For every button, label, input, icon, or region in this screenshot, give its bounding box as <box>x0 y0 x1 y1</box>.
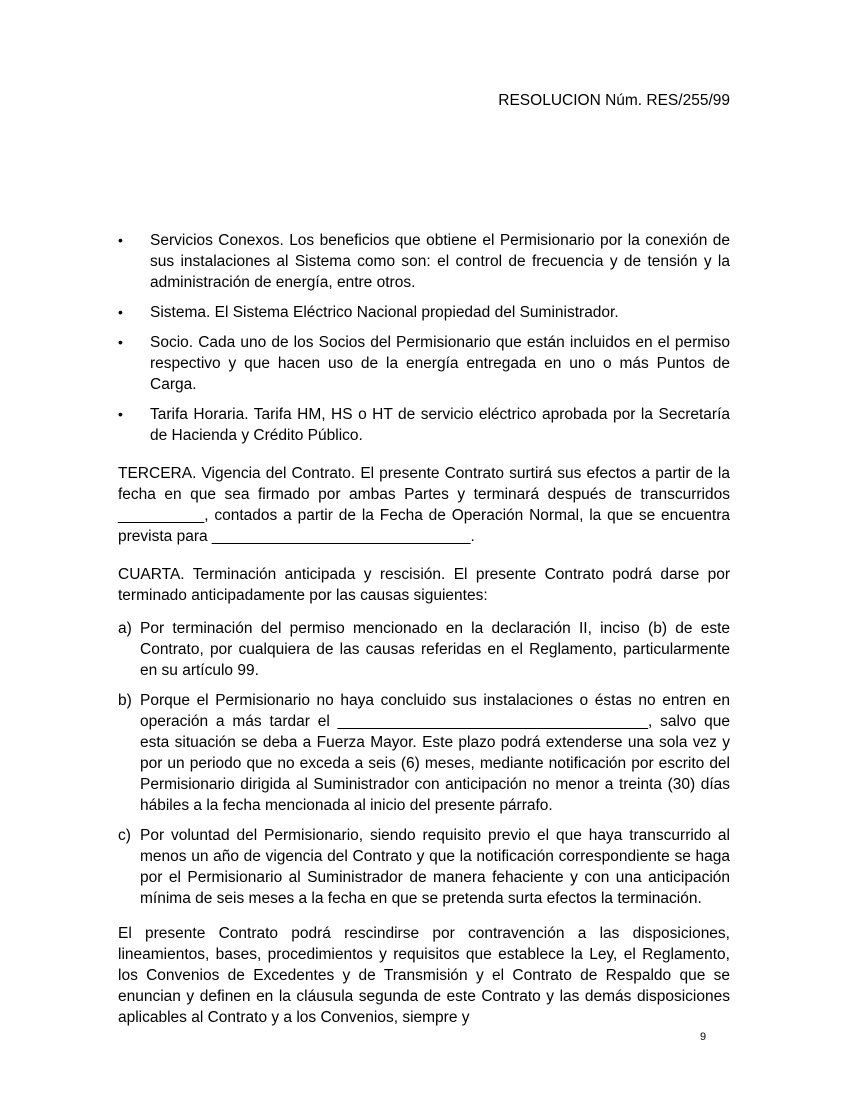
termination-causes-list <box>118 618 730 909</box>
item-marker-c: c) <box>118 827 131 844</box>
list-item <box>118 690 730 816</box>
list-item <box>118 332 730 395</box>
bullet-icon: • <box>118 406 123 422</box>
closing-paragraph: El presente Contrato podrá rescindirse por contravención a las disposiciones, lineamientos, bases, procedimientos y requisitos que establece la Ley, el Reglamento, los Convenios de Excedentes y de Transmisión y el Contrato de Respaldo que se enuncian y definen en la cláusula segunda de este Contrato y las demás disposiciones aplicables al Contrato y a los Convenios, siempre y <box>118 925 730 1026</box>
definition-tarifa-horaria: Tarifa Horaria. Tarifa HM, HS o HT de servicio eléctrico aprobada por la Secretaría de Hacienda y Crédito Público. <box>150 406 730 444</box>
clause-tercera: TERCERA. Vigencia del Contrato. El presente Contrato surtirá sus efectos a partir de la fecha en que sea firmado por ambas Partes y terminará después de transcurridos __________, contados a partir de la Fecha de Operación Normal, la que se encuentra prevista para ______________________________. <box>118 465 730 545</box>
list-item <box>118 230 730 293</box>
list-item <box>118 825 730 909</box>
list-item <box>118 302 730 323</box>
definitions-list <box>118 230 730 446</box>
list-item <box>118 404 730 446</box>
cause-b-text: Porque el Permisionario no haya concluido sus instalaciones o éstas no entren en operación a más tardar el ____________________________________, salvo que esta situación se deba a Fuerza Mayor. Este plazo podrá extenderse una sola vez y por un periodo que no exceda a seis (6) meses, mediante notificación por escrito del Permisionario dirigida al Suministrador con anticipación no menor a treinta (30) días hábiles a la fecha mencionada al inicio del presente párrafo. <box>140 692 730 814</box>
page-number: 9 <box>700 1031 707 1043</box>
item-marker-a: a) <box>118 620 132 637</box>
bullet-icon: • <box>118 232 123 248</box>
definition-socio: Socio. Cada uno de los Socios del Permisionario que están incluidos en el permiso respectivo y que hacen uso de la energía entregada en uno o más Puntos de Carga. <box>150 334 730 393</box>
bullet-icon: • <box>118 334 123 350</box>
definition-sistema: Sistema. El Sistema Eléctrico Nacional propiedad del Suministrador. <box>150 304 619 321</box>
definition-servicios-conexos: Servicios Conexos. Los beneficios que obtiene el Permisionario por la conexión de sus instalaciones al Sistema como son: el control de frecuencia y de tensión y la administración de energía, entre otros. <box>150 232 730 291</box>
list-item <box>118 618 730 681</box>
document-title: RESOLUCION Núm. RES/255/99 <box>498 92 730 109</box>
cause-c-text: Por voluntad del Permisionario, siendo requisito previo el que haya transcurrido al menos un año de vigencia del Contrato y que la notificación correspondiente se haga por el Permisionario al Suministrador de manera fehaciente y con una anticipación mínima de seis meses a la fecha en que se pretenda surta efectos la terminación. <box>140 827 730 907</box>
clause-cuarta: CUARTA. Terminación anticipada y rescisión. El presente Contrato podrá darse por terminado anticipadamente por las causas siguientes: <box>118 566 730 604</box>
cause-a-text: Por terminación del permiso mencionado en la declaración II, inciso (b) de este Contrato, por cualquiera de las causas referidas en el Reglamento, particularmente en su artículo 99. <box>140 620 730 679</box>
bullet-icon: • <box>118 304 123 320</box>
document-content <box>118 90 730 1045</box>
item-marker-b: b) <box>118 692 132 709</box>
